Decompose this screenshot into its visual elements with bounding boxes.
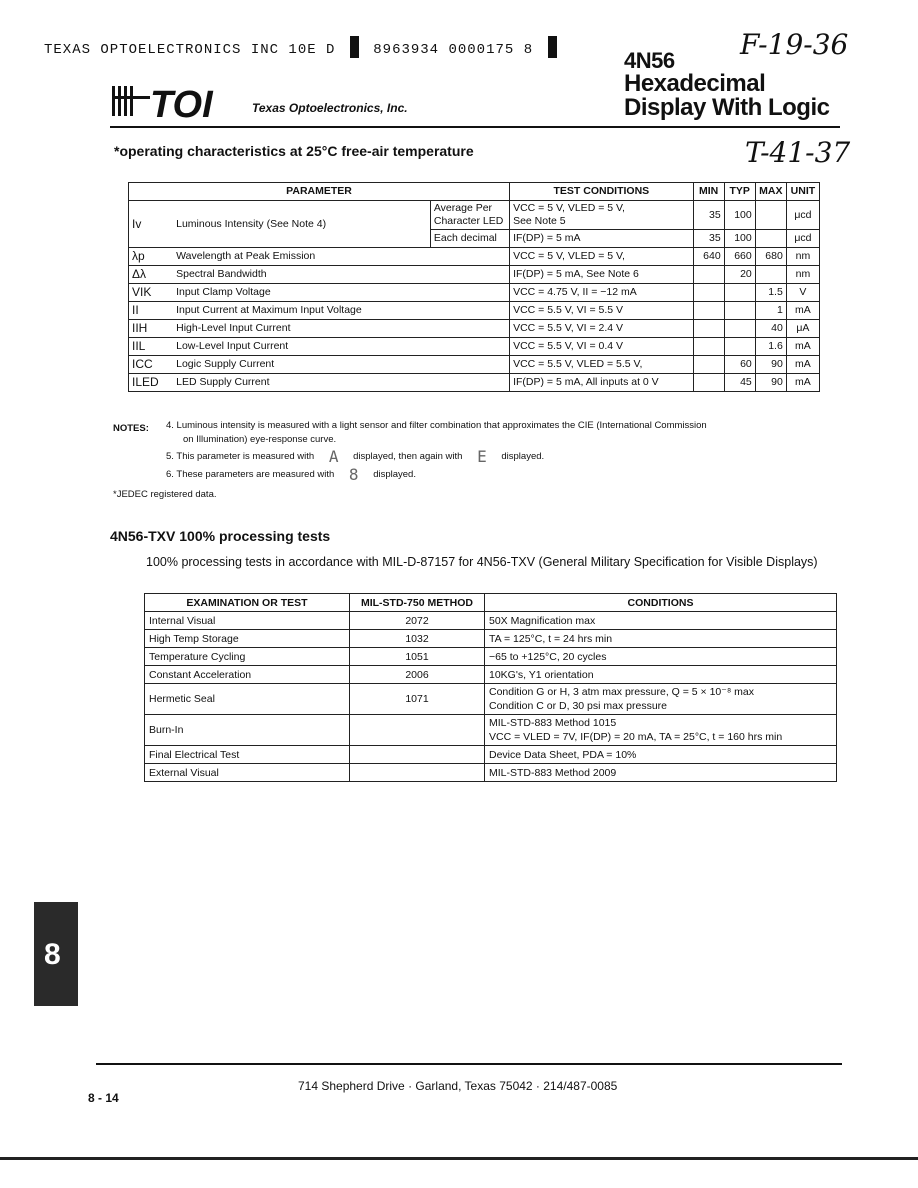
col-header-typ: TYP [724, 183, 755, 201]
header-line [44, 36, 562, 58]
typ-cell: 100 [724, 230, 755, 248]
handwritten-note-right: T-41-37 [745, 136, 851, 169]
typ-cell: 20 [724, 266, 755, 284]
conditions-line: 50X Magnification max [489, 614, 596, 627]
conditions-line: VCC = VLED = 7V, IF(DP) = 20 mA, TA = 25°C, t = 160 hrs min [489, 731, 783, 743]
col-header-method: MIL-STD-750 METHOD [350, 594, 485, 612]
method-cell: 1071 [350, 684, 485, 715]
conditions-cell: VCC = 5.5 V, VI = 2.4 V [510, 320, 694, 338]
method-cell [350, 715, 485, 746]
conditions-cell: VCC = 5.5 V, VI = 0.4 V [510, 338, 694, 356]
min-cell [693, 338, 724, 356]
col-header-exam: EXAMINATION OR TEST [145, 594, 350, 612]
unit-cell: μcd [786, 201, 819, 230]
parameter-cell: Input Clamp Voltage [173, 284, 509, 302]
conditions-cell [485, 715, 837, 746]
characteristics-rows [129, 248, 820, 392]
conditions-cell: VCC = 4.75 V, II = −12 mA [510, 284, 694, 302]
notes-label: NOTES: [113, 423, 149, 434]
parameter-cell: Spectral Bandwidth [173, 266, 509, 284]
table-row [129, 266, 820, 284]
conditions-line: −65 to +125°C, 20 cycles [489, 650, 607, 663]
company-line: TEXAS OPTOELECTRONICS INC 10E D [44, 42, 336, 58]
table-row [129, 338, 820, 356]
table-row [129, 320, 820, 338]
table-row [145, 666, 837, 684]
barcode-mark [350, 36, 359, 58]
page-number: 8 - 14 [88, 1091, 119, 1105]
conditions-cell [485, 648, 837, 666]
jedec-note: *JEDEC registered data. [113, 489, 217, 500]
parameter-cell: Logic Supply Current [173, 356, 509, 374]
exam-cell: External Visual [145, 764, 350, 782]
unit-cell: mA [786, 356, 819, 374]
conditions-line: See Note 5 [513, 215, 566, 227]
conditions-cell [485, 684, 837, 715]
symbol-cell: II [129, 302, 174, 320]
exam-cell: Temperature Cycling [145, 648, 350, 666]
conditions-line: VCC = 5 V, VLED = 5 V, [513, 202, 625, 214]
exam-cell: High Temp Storage [145, 630, 350, 648]
part-number: 4N56 [624, 48, 675, 73]
table-row [145, 746, 837, 764]
note-6-text: 6. These parameters are measured with [166, 469, 335, 480]
barcode-mark-end [548, 36, 557, 58]
conditions-cell [485, 746, 837, 764]
typ-cell: 100 [724, 201, 755, 230]
company-name: Texas Optoelectronics, Inc. [252, 101, 408, 115]
table-header-row [145, 594, 837, 612]
symbol-cell: Iv [129, 201, 174, 248]
symbol-cell: ICC [129, 356, 174, 374]
max-cell: 1 [755, 302, 786, 320]
conditions-line: MIL-STD-883 Method 2009 [489, 766, 617, 779]
segment-glyph-8: 8 [348, 465, 359, 484]
symbol-cell: Δλ [129, 266, 174, 284]
typ-cell [724, 320, 755, 338]
symbol-cell: IIL [129, 338, 174, 356]
max-cell: 680 [755, 248, 786, 266]
conditions-cell: VCC = 5.5 V, VLED = 5.5 V, [510, 356, 694, 374]
exam-cell: Constant Acceleration [145, 666, 350, 684]
conditions-line: Device Data Sheet, PDA = 10% [489, 748, 637, 761]
table-row [129, 248, 820, 266]
unit-cell: nm [786, 266, 819, 284]
typ-cell: 660 [724, 248, 755, 266]
code-line: 8963934 0000175 8 [373, 42, 534, 58]
exam-cell: Internal Visual [145, 612, 350, 630]
table-header-row [129, 183, 820, 201]
method-cell [350, 764, 485, 782]
table-row [145, 764, 837, 782]
part-title-line2: Display With Logic [624, 94, 830, 121]
header-divider [110, 126, 840, 128]
conditions-line: Condition G or H, 3 atm max pressure, Q = 5 × 10⁻⁸ max [489, 686, 754, 698]
conditions-line: MIL-STD-883 Method 1015 [489, 717, 617, 729]
processing-table [144, 593, 837, 782]
col-header-conditions: CONDITIONS [485, 594, 837, 612]
part-title-line1: Hexadecimal [624, 70, 766, 97]
section-tab-number: 8 [44, 938, 61, 971]
parameter-cell: Wavelength at Peak Emission [173, 248, 509, 266]
sub-condition-cell: Each decimal [430, 230, 509, 248]
table-row [129, 284, 820, 302]
table-row [145, 715, 837, 746]
unit-cell: mA [786, 302, 819, 320]
min-cell: 35 [693, 201, 724, 230]
footer-divider [96, 1063, 842, 1065]
note-4: 4. Luminous intensity is measured with a light sensor and filter combination that approximates the CIE (International Commission [166, 420, 707, 431]
max-cell: 40 [755, 320, 786, 338]
typ-cell [724, 338, 755, 356]
note-6 [166, 465, 416, 484]
conditions-line: TA = 125°C, t = 24 hrs min [489, 632, 613, 645]
method-cell: 1032 [350, 630, 485, 648]
symbol-cell: IIH [129, 320, 174, 338]
parameter-cell: Input Current at Maximum Input Voltage [173, 302, 509, 320]
symbol-cell: λp [129, 248, 174, 266]
table-row [145, 630, 837, 648]
note-5-text: displayed. [501, 451, 545, 462]
symbol-cell: VIK [129, 284, 174, 302]
note-6-text: displayed. [373, 469, 416, 480]
table-row [129, 374, 820, 392]
table-row [129, 201, 820, 230]
col-header-parameter: PARAMETER [129, 183, 510, 201]
conditions-cell: VCC = 5 V, VLED = 5 V, [510, 248, 694, 266]
segment-glyph-a: A [328, 447, 339, 466]
method-cell: 2006 [350, 666, 485, 684]
exam-cell: Burn-In [145, 715, 350, 746]
company-address: 714 Shepherd Drive · Garland, Texas 75042 · 214/487-0085 [298, 1079, 618, 1093]
min-cell: 640 [693, 248, 724, 266]
max-cell: 1.5 [755, 284, 786, 302]
conditions-cell [485, 630, 837, 648]
characteristics-table [128, 182, 820, 392]
typ-cell: 45 [724, 374, 755, 392]
conditions-cell [510, 201, 694, 230]
unit-cell: mA [786, 374, 819, 392]
min-cell [693, 302, 724, 320]
min-cell [693, 320, 724, 338]
symbol-cell: ILED [129, 374, 174, 392]
processing-intro: 100% processing tests in accordance with MIL-D-87157 for 4N56-TXV (General Military Specification for Visible Displays) [146, 555, 818, 569]
segment-glyph-e: E [477, 447, 487, 466]
max-cell [755, 230, 786, 248]
min-cell: 35 [693, 230, 724, 248]
note-5-text: displayed, then again with [353, 451, 463, 462]
max-cell: 1.6 [755, 338, 786, 356]
sub-condition-cell: Average Per Character LED [430, 201, 509, 230]
unit-cell: mA [786, 338, 819, 356]
exam-cell: Hermetic Seal [145, 684, 350, 715]
unit-cell: μcd [786, 230, 819, 248]
toi-logo [112, 82, 242, 122]
col-header-min: MIN [693, 183, 724, 201]
unit-cell: nm [786, 248, 819, 266]
exam-cell: Final Electrical Test [145, 746, 350, 764]
note-4-continued: on Illumination) eye-response curve. [183, 434, 337, 445]
table-row [129, 302, 820, 320]
handwritten-note-top: F-19-36 [740, 28, 849, 61]
table-row [145, 612, 837, 630]
method-cell [350, 746, 485, 764]
min-cell [693, 374, 724, 392]
method-cell: 2072 [350, 612, 485, 630]
unit-cell: V [786, 284, 819, 302]
parameter-cell: LED Supply Current [173, 374, 509, 392]
conditions-cell [485, 666, 837, 684]
parameter-cell: Luminous Intensity (See Note 4) [173, 201, 430, 248]
min-cell [693, 266, 724, 284]
table-row [145, 648, 837, 666]
conditions-line: Condition C or D, 30 psi max pressure [489, 700, 667, 712]
logo-text: TOI [150, 84, 213, 122]
col-header-unit: UNIT [786, 183, 819, 201]
min-cell [693, 356, 724, 374]
min-cell [693, 284, 724, 302]
conditions-cell [485, 764, 837, 782]
method-cell: 1051 [350, 648, 485, 666]
note-5 [166, 447, 544, 466]
conditions-cell [485, 612, 837, 630]
max-cell: 90 [755, 356, 786, 374]
typ-cell [724, 284, 755, 302]
processing-rows [145, 612, 837, 782]
col-header-max: MAX [755, 183, 786, 201]
typ-cell: 60 [724, 356, 755, 374]
table-row [129, 356, 820, 374]
characteristics-heading: *operating characteristics at 25°C free-air temperature [114, 143, 474, 159]
processing-heading: 4N56-TXV 100% processing tests [110, 528, 331, 544]
scan-edge-line [0, 1157, 918, 1160]
max-cell [755, 201, 786, 230]
parameter-cell: Low-Level Input Current [173, 338, 509, 356]
unit-cell: μA [786, 320, 819, 338]
max-cell [755, 266, 786, 284]
parameter-cell: High-Level Input Current [173, 320, 509, 338]
conditions-line: 10KG's, Y1 orientation [489, 668, 594, 681]
conditions-cell: IF(DP) = 5 mA, See Note 6 [510, 266, 694, 284]
typ-cell [724, 302, 755, 320]
col-header-test-conditions: TEST CONDITIONS [510, 183, 694, 201]
conditions-cell: VCC = 5.5 V, VI = 5.5 V [510, 302, 694, 320]
note-5-text: 5. This parameter is measured with [166, 451, 315, 462]
conditions-cell: IF(DP) = 5 mA [510, 230, 694, 248]
table-row [145, 684, 837, 715]
max-cell: 90 [755, 374, 786, 392]
conditions-cell: IF(DP) = 5 mA, All inputs at 0 V [510, 374, 694, 392]
